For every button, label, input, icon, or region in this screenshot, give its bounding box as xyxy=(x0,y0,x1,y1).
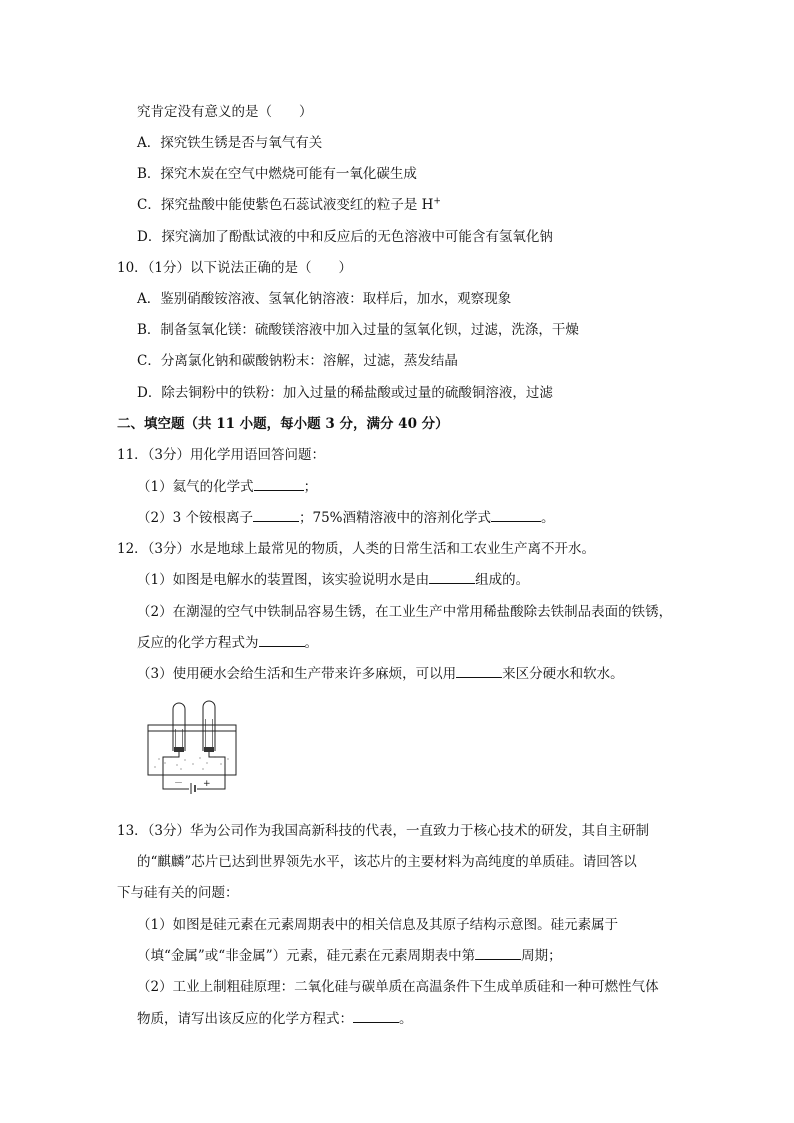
q9-option-c-text: C．探究盐酸中能使紫色石蕊试液变红的粒子是 H xyxy=(137,197,434,213)
q10-stem: 10．（1分）以下说法正确的是（ ） xyxy=(117,260,353,276)
q13-part2: （2）工业上制粗硅原理：二氧化硅与碳单质在高温条件下生成单质硅和一种可燃性气体 xyxy=(137,979,659,995)
q11-part2-end: 。 xyxy=(541,510,555,526)
positive-wire xyxy=(197,752,225,789)
q9-option-b: B．探究木炭在空气中燃烧可能有一氧化碳生成 xyxy=(137,166,417,182)
q12-part1-text: （1）如图是电解水的装置图，该实验说明水是由 xyxy=(137,572,430,588)
q11-part2 xyxy=(137,509,555,527)
negative-terminal-label: － xyxy=(174,779,184,789)
q12-stem: 12．（3分）水是地球上最常见的物质，人类的日常生活和工农业生产离不开水。 xyxy=(117,541,596,557)
q10-option-a: A．鉴别硝酸铵溶液、氢氧化钠溶液：取样后，加水，观察现象 xyxy=(137,291,512,307)
q11-part1-text: （1）氦气的化学式 xyxy=(137,479,254,495)
right-test-tube xyxy=(203,701,215,751)
q12-part3 xyxy=(137,665,624,683)
q12-part2-text: 反应的化学方程式为 xyxy=(137,635,259,651)
section-heading: 二、填空题（共 11 小题，每小题 3 分，满分 40 分） xyxy=(117,416,449,432)
q12-part2: （2）在潮湿的空气中铁制品容易生锈，在工业生产中常用稀盐酸除去铁制品表面的铁锈， xyxy=(137,604,673,620)
q13-stem: 13．（3分）华为公司作为我国高新科技的代表，一直致力于核心技术的研发，其自主研制 xyxy=(117,823,650,839)
q13-stem-line3: 下与硅有关的问题： xyxy=(117,885,239,901)
q11-part1-end: ； xyxy=(303,479,318,495)
water-trough xyxy=(148,725,236,775)
answer-blank[interactable] xyxy=(429,571,475,584)
q12-part3-text: （3）使用硬水会给生活和生产带来许多麻烦，可以用 xyxy=(137,666,457,682)
answer-blank[interactable] xyxy=(456,665,502,678)
h-ion-charge: + xyxy=(433,196,441,207)
q12-part2-continued xyxy=(137,634,318,652)
q13-part2-continued xyxy=(137,1010,413,1028)
q9-option-a: A．探究铁生锈是否与氧气有关 xyxy=(137,135,323,151)
q13-part1: （1）如图是硅元素在元素周期表中的相关信息及其原子结构示意图。硅元素属于 xyxy=(137,917,619,933)
q13-part2-end: 。 xyxy=(399,1011,413,1027)
answer-blank[interactable] xyxy=(254,478,304,491)
q10-option-b: B．制备氢氧化镁：硫酸镁溶液中加入过量的氢氧化钡，过滤，洗涤，干燥 xyxy=(137,322,579,338)
q11-part2-mid: ；75%酒精溶液中的溶剂化学式 xyxy=(298,510,491,526)
q13-part1-end: 周期； xyxy=(521,948,562,964)
q11-part1 xyxy=(137,478,317,496)
q10-option-d: D．除去铜粉中的铁粉：加入过量的稀盐酸或过量的硫酸铜溶液，过滤 xyxy=(137,385,553,401)
left-electrode xyxy=(174,747,184,752)
q12-part2-end: 。 xyxy=(304,635,318,651)
q11-stem: 11．（3分）用化学用语回答问题： xyxy=(117,447,326,463)
answer-blank[interactable] xyxy=(259,634,305,647)
q11-part2-text: （2）3 个铵根离子 xyxy=(137,510,253,526)
q12-part3-end: 来区分硬水和软水。 xyxy=(502,666,624,682)
q13-part1-continued xyxy=(137,947,562,965)
q9-option-d: D．探究滴加了酚酞试液的中和反应后的无色溶液中可能含有氢氧化钠 xyxy=(137,229,553,245)
q13-stem-line2: 的“麒麟”芯片已达到世界领先水平，该芯片的主要材料为高纯度的单质硅。请回答以 xyxy=(137,854,637,870)
q12-part1-end: 组成的。 xyxy=(475,572,530,588)
left-test-tube xyxy=(173,703,185,751)
q12-part1 xyxy=(137,571,529,589)
q13-part1-text: （填“金属”或“非金属”）元素，硅元素在元素周期表中第 xyxy=(137,948,476,964)
q10-option-c: C．分离氯化钠和碳酸钠粉末：溶解，过滤，蒸发结晶 xyxy=(137,353,458,369)
answer-blank[interactable] xyxy=(475,947,521,960)
answer-blank[interactable] xyxy=(353,1010,399,1023)
water-dots xyxy=(154,756,228,769)
electrolysis-apparatus-diagram xyxy=(145,697,240,795)
answer-blank[interactable] xyxy=(491,509,541,522)
positive-terminal-label: + xyxy=(203,779,211,789)
q13-part2-text: 物质，请写出该反应的化学方程式： xyxy=(137,1011,353,1027)
right-electrode xyxy=(204,747,214,752)
q9-stem-continued: 究肯定没有意义的是（ ） xyxy=(137,104,313,120)
answer-blank[interactable] xyxy=(253,509,299,522)
q9-option-c xyxy=(137,196,441,214)
